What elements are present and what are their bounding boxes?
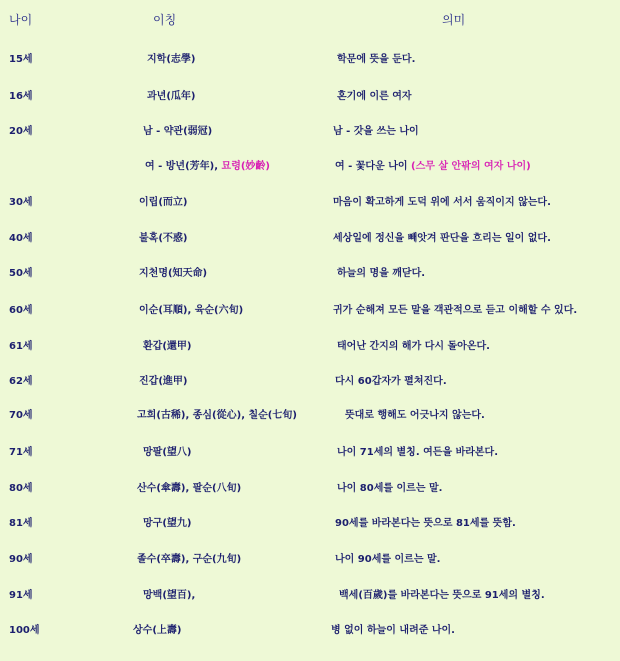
row-age: 60세 xyxy=(9,305,33,316)
row-name: 이순(耳順), 육순(六旬) xyxy=(139,305,244,316)
table-row xyxy=(0,87,620,107)
row-meaning: 다시 60갑자가 펼쳐진다. xyxy=(335,376,447,387)
table-header xyxy=(0,11,620,31)
table-row xyxy=(0,50,620,70)
row-age: 91세 xyxy=(9,590,33,601)
header-meaning: 의미 xyxy=(442,13,466,27)
row-name: 남 - 약관(弱冠) xyxy=(143,126,213,137)
row-meaning: 혼기에 이른 여자 xyxy=(337,91,412,102)
table-row xyxy=(0,301,620,321)
row-age: 80세 xyxy=(9,483,33,494)
table-row xyxy=(0,479,620,499)
row-meaning: 90세를 바라본다는 뜻으로 81세를 뜻함. xyxy=(335,518,516,529)
table-row xyxy=(0,193,620,213)
row-name: 지학(志學) xyxy=(147,54,196,65)
table-row xyxy=(0,586,620,606)
row-meaning: 나이 90세를 이르는 말. xyxy=(335,554,441,565)
row-meaning: 세상일에 정신을 빼앗겨 판단을 흐리는 일이 없다. xyxy=(333,233,551,244)
row-age: 62세 xyxy=(9,376,33,387)
row-name: 과년(瓜年) xyxy=(147,91,196,102)
header-name: 이칭 xyxy=(153,13,177,27)
row-age: 70세 xyxy=(9,410,33,421)
row-age: 61세 xyxy=(9,341,33,352)
row-name: 망팔(望八) xyxy=(143,447,192,458)
row-name-primary: 여 - 방년(芳年), xyxy=(145,161,219,172)
table-row xyxy=(0,621,620,641)
row-name: 이립(而立) xyxy=(139,197,188,208)
row-name: 상수(上壽) xyxy=(133,625,182,636)
row-meaning: 백세(百歲)를 바라본다는 뜻으로 91세의 별칭. xyxy=(339,590,545,601)
row-meaning xyxy=(335,157,531,177)
row-meaning: 태어난 간지의 해가 다시 돌아온다. xyxy=(337,341,490,352)
row-name xyxy=(145,157,270,177)
row-age: 16세 xyxy=(9,91,33,102)
row-age: 90세 xyxy=(9,554,33,565)
row-age: 15세 xyxy=(9,54,33,65)
row-meaning: 나이 71세의 별칭. 여든을 바라본다. xyxy=(337,447,499,458)
row-name-extra: 묘령(妙齡) xyxy=(221,161,270,172)
row-age: 100세 xyxy=(9,625,40,636)
table-row xyxy=(0,550,620,570)
table-row xyxy=(0,372,620,392)
row-name: 불혹(不惑) xyxy=(139,233,188,244)
table-row xyxy=(0,229,620,249)
table-row xyxy=(0,157,620,177)
row-name: 졸수(卒壽), 구순(九旬) xyxy=(137,554,242,565)
table-row xyxy=(0,443,620,463)
row-meaning: 병 없이 하늘이 내려준 나이. xyxy=(331,625,455,636)
row-name: 환갑(還甲) xyxy=(143,341,192,352)
row-meaning-extra: (스무 살 안팎의 여자 나이) xyxy=(411,161,531,172)
row-meaning: 하늘의 명을 깨닫다. xyxy=(337,268,426,279)
row-age: 71세 xyxy=(9,447,33,458)
row-meaning: 남 - 갓을 쓰는 나이 xyxy=(333,126,419,137)
row-meaning: 마음이 확고하게 도덕 위에 서서 움직이지 않는다. xyxy=(333,197,551,208)
row-name: 지천명(知天命) xyxy=(139,268,208,279)
row-meaning: 뜻대로 행해도 어긋나지 않는다. xyxy=(345,410,485,421)
table-row xyxy=(0,337,620,357)
row-name: 고희(古稀), 종심(從心), 칠순(七旬) xyxy=(137,410,297,421)
row-name: 산수(傘壽), 팔순(八旬) xyxy=(137,483,242,494)
row-meaning: 나이 80세를 이르는 말. xyxy=(337,483,443,494)
row-meaning: 귀가 순해져 모든 말을 객관적으로 듣고 이해할 수 있다. xyxy=(333,305,578,316)
row-age: 81세 xyxy=(9,518,33,529)
row-meaning-primary: 여 - 꽃다운 나이 xyxy=(335,161,408,172)
header-age: 나이 xyxy=(9,13,33,27)
row-name: 망구(望九) xyxy=(143,518,192,529)
table-row xyxy=(0,264,620,284)
row-name: 진갑(進甲) xyxy=(139,376,188,387)
row-age: 40세 xyxy=(9,233,33,244)
row-age: 50세 xyxy=(9,268,33,279)
table-row xyxy=(0,514,620,534)
row-name: 망백(望百), xyxy=(143,590,196,601)
row-age: 20세 xyxy=(9,126,33,137)
row-age: 30세 xyxy=(9,197,33,208)
table-row xyxy=(0,122,620,142)
table-row xyxy=(0,406,620,426)
row-meaning: 학문에 뜻을 둔다. xyxy=(337,54,416,65)
